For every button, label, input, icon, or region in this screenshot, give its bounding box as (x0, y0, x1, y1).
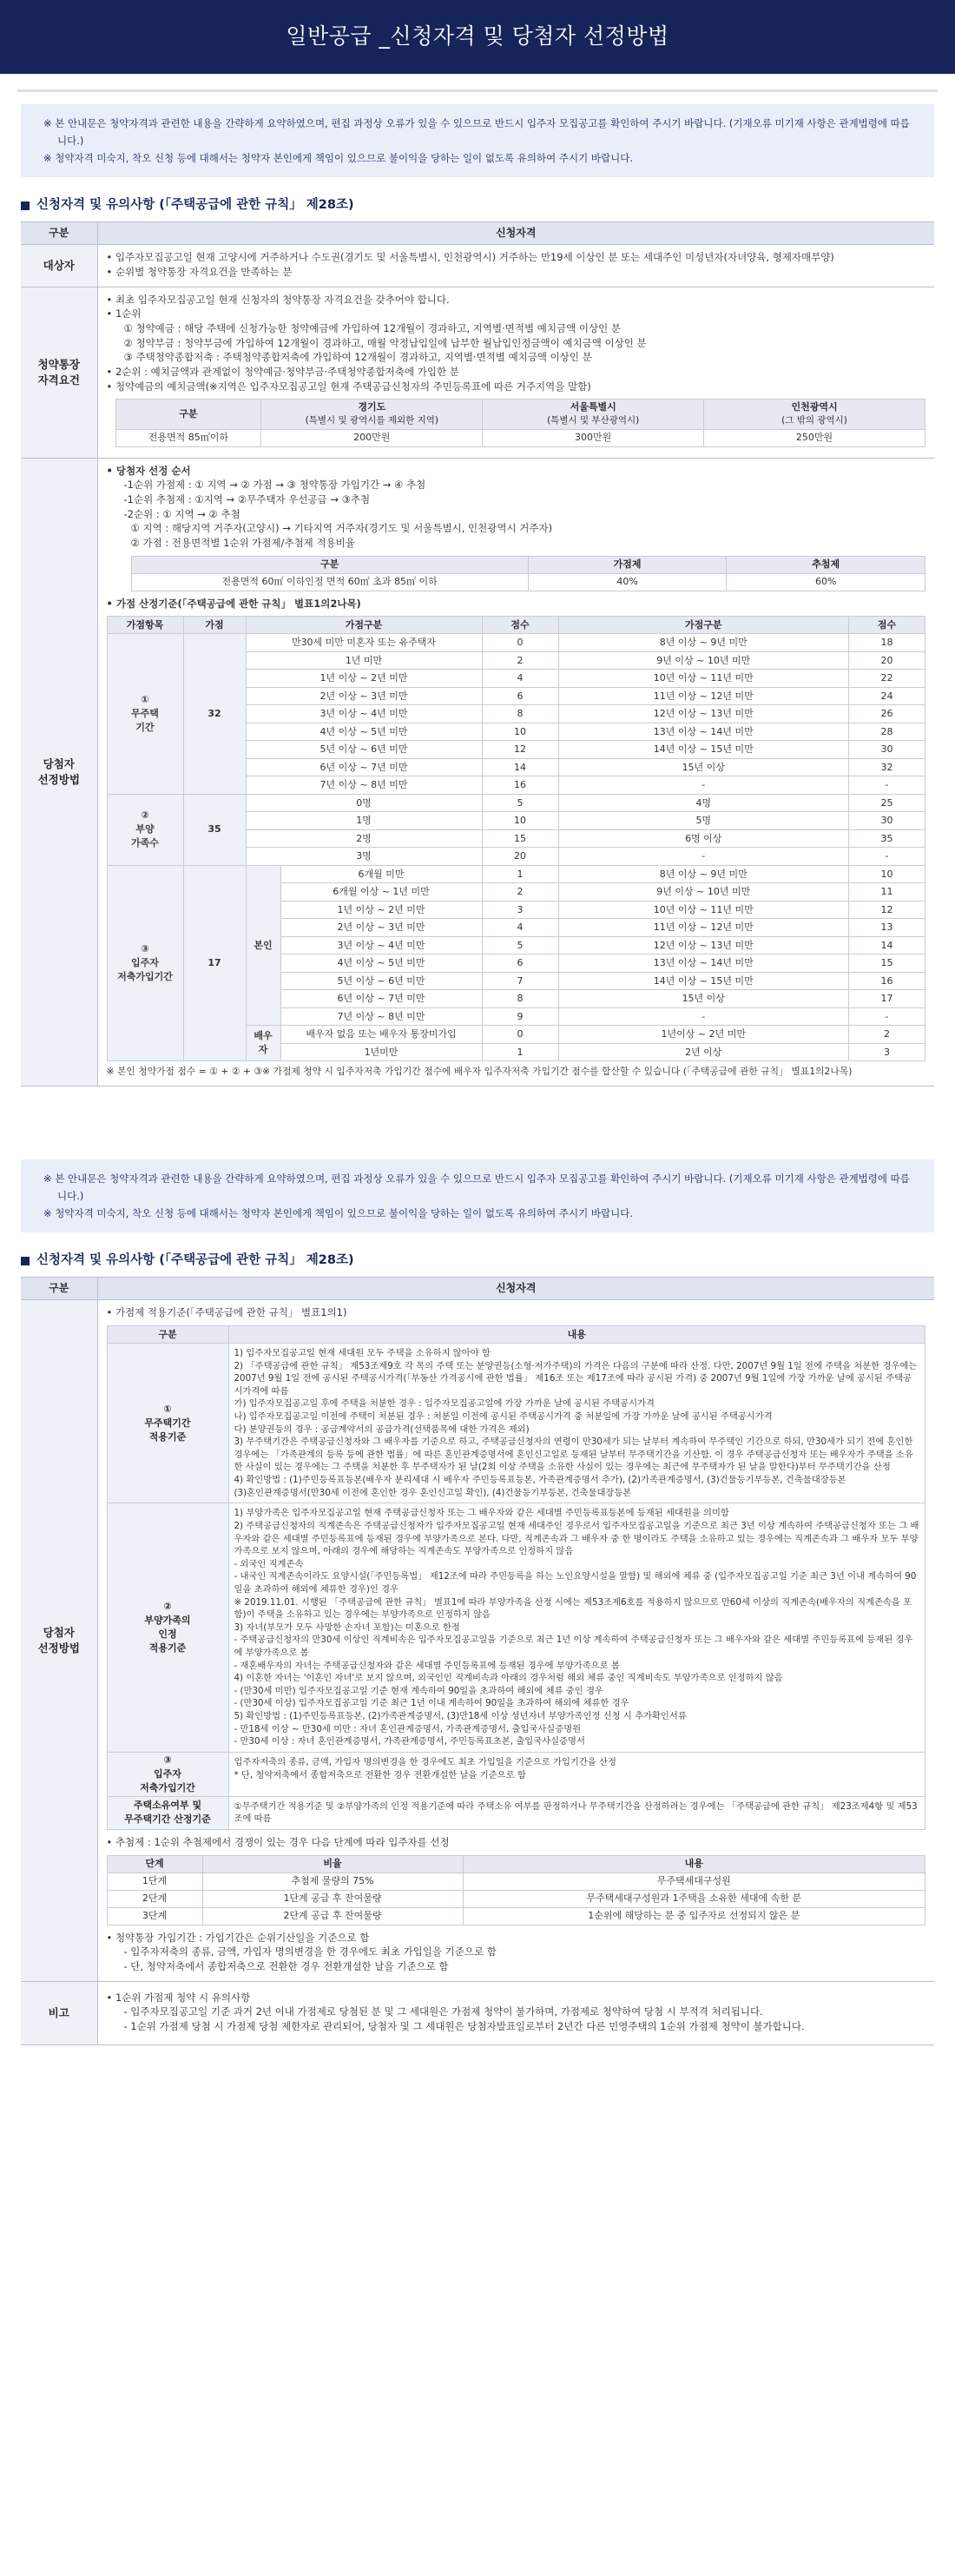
score-cell: 5명 (558, 812, 848, 830)
square-bullet-icon (21, 1257, 30, 1265)
stage-header: 비율 (202, 1855, 463, 1873)
notice-line: ※ 청약자격 미숙지, 착오 신청 등에 대해서는 청약자 본인에게 책임이 있으므로 불이익을 당하는 일이 없도록 유의하여 주시기 바랍니다. (43, 152, 633, 165)
score-header: 가점구분 (558, 617, 848, 634)
score-group-label-line: 부양 (135, 823, 155, 836)
ratio-header: 추첨제 (727, 556, 925, 573)
score-max: 32 (183, 634, 246, 795)
score-cell: 12 (482, 741, 558, 759)
score-cell: 3 (849, 1043, 925, 1061)
score-group-label (107, 794, 183, 865)
score-header: 가점 (183, 617, 246, 634)
row-bankbook (21, 287, 934, 458)
score-cell: 4년 이상 ~ 5년 미만 (280, 954, 482, 973)
score-cell: 만30세 미만 미혼자 또는 유주택자 (246, 634, 482, 652)
stage-cell: 1순위에 해당하는 분 중 입주자로 선정되지 않은 분 (463, 1907, 925, 1925)
row-remark (21, 1981, 934, 2044)
row-target (21, 245, 934, 287)
score-row (107, 634, 925, 652)
score-group-label-line: 가족수 (131, 837, 159, 849)
score-cell: 6 (482, 954, 558, 973)
criteria-label: ③ 입주자 저축가입기간 (107, 1752, 228, 1796)
score-cell: 5년 이상 ~ 6년 미만 (280, 972, 482, 990)
deposit-cell: 250만원 (704, 429, 925, 446)
text-line: ③ 주택청약종합저축 : 주택청약종합저축에 가입하여 12개월이 경과하고, 지역별·면적별 예치금액 이상인 분 (123, 351, 592, 364)
score-cell: 6년 이상 ~ 7년 미만 (246, 758, 482, 776)
score-cell: 6명 이상 (558, 829, 848, 848)
notice-box (21, 104, 934, 177)
score-cell: 5 (482, 794, 558, 812)
ratio-cell: 전용면적 60㎡ 이하인정 면적 60㎡ 초과 85㎡ 이하 (131, 573, 528, 591)
score-cell: 12년 이상 ~ 13년 미만 (558, 936, 848, 954)
deposit-header: 경기도 (특별시 및 광역시를 제외한 지역) (261, 400, 483, 429)
column-header: 신청자격 (97, 222, 934, 245)
score-cell: 0명 (246, 794, 482, 812)
text-line: • 당첨자 선정 순서 (106, 464, 191, 477)
criteria-label: 주택소유여부 및 무주택기간 산정기준 (107, 1796, 228, 1829)
score-cell: 11년 이상 ~ 12년 미만 (558, 919, 848, 937)
score-cell: 1년 이상 ~ 2년 미만 (246, 670, 482, 688)
score-cell: 32 (849, 758, 925, 776)
criteria-header: 내용 (228, 1326, 925, 1344)
row-label: 대상자 (21, 245, 97, 287)
score-cell: 7년 이상 ~ 8년 미만 (246, 776, 482, 795)
score-cell: - (558, 848, 848, 866)
score-cell: 2년 이상 ~ 3년 미만 (246, 687, 482, 705)
text-line: • 최초 입주자모집공고일 현재 신청자의 청약통장 자격요건을 갖추어야 합니다. (106, 293, 450, 306)
score-cell: 15년 이상 (558, 990, 848, 1008)
text-line: - 입주자모집공고일 기준 과거 2년 이내 가점제로 당첨된 분 및 그 세대원은 가점제 청약이 불가하며, 가점제로 청약하여 당첨 시 부적격 처리됩니다. (123, 2005, 763, 2018)
score-group-label-line: ② (141, 809, 149, 822)
score-cell: 14년 이상 ~ 15년 미만 (558, 972, 848, 990)
score-row (107, 794, 925, 812)
score-cell: 11년 이상 ~ 12년 미만 (558, 687, 848, 705)
stage-cell: 추첨제 물량의 75% (202, 1873, 463, 1890)
score-cell: 9년 이상 ~ 10년 미만 (558, 651, 848, 670)
criteria-text: 1) 입주자모집공고일 현재 세대원 모두 주택을 소유하지 않아야 함 2) 「주택공급에 관한 규칙」 제53조제9호 각 목의 주택 또는 분양권등(소형·저가주택)의 가격은 다음의 구분에 따라 산정. 다만, 2007년 9월 1일 전에 주택을 처분한 경우에는 2007년 9월 1일 전에 공시된 주택공시가격(「부동산 가격공시에 관한 법률」 제16조 또는 제17조에 따라 공시된 가격) 중 2007년 9월 1일에 가장 가까운 날에 공시된 주택공시가격에 따름 가) 입주자모집공고일 후에 주택을 처분한 경우 : 입주자모집공고일에 가장 가까운 날에 공시된 주택공시가격 나) 입주자모집공고일 이전에 주택이 처분된 경우 : 처분일 이전에 공시된 주택공시가격 중 처분일에 가장 가까운 날에 공시된 주택공시가격 다) 분양권등의 경우 : 공급계약서의 공급가격(선택품목에 대한 가격은 제외) 3) 무주택기간은 주택공급신청자와 그 배우자를 기준으로 하고, 주택공급신청자의 연령이 만30세가 되는 날부터 계속하여 무주택인 기간으로 하되, 만30세가 되기 전에 혼인한 경우에는 「가족관계의 등록 등에 관한 법률」에 따른 혼인관계증명서에 혼인신고일로 등재된 날부터 무주택기간을 기산함. 이 경우 주택공급신청자 또는 배우자가 주택을 소유한 사실이 있는 경우에는 그 주택을 처분한 후 무주택자가 된 날(2회 이상 주택을 소유한 사실이 있는 경우에는 최근에 무주택자가 된 날을 말한다)부터 무주택기간을 산정 4) 확인방법 : (1)주민등록표등본(배우자 분리세대 시 배우자 주민등록표등본, 가족관계증명서 추가), (2)가족관계증명서, (3)건물등기부등본, 건축물대장등본 (3)혼인관계증명서(만30세 이전에 혼인한 경우 혼인신고일 확인), (4)건물등기부등본, 건축물대장등본 (228, 1344, 925, 1503)
text-line: • 입주자모집공고일 현재 고양시에 거주하거나 수도권(경기도 및 서울특별시, 인천광역시) 거주하는 만19세 이상인 분 또는 세대주인 미성년자(자녀양육, 형제자매부양) (106, 251, 834, 264)
score-cell: 6개월 미만 (280, 865, 482, 883)
text-line: • 1순위 가점제 청약 시 유의사항 (106, 1991, 251, 2004)
score-cell: 2명 (246, 829, 482, 848)
criteria-header: 구분 (107, 1326, 228, 1344)
stage-header: 단계 (107, 1855, 202, 1873)
score-cell: - (558, 776, 848, 795)
score-cell: 4 (482, 919, 558, 937)
score-cell: 6 (482, 687, 558, 705)
score-group-label (107, 634, 183, 795)
score-group-label-line: 무주택 (131, 708, 159, 720)
score-cell: 14년 이상 ~ 15년 미만 (558, 741, 848, 759)
lottery-stage-table (107, 1855, 926, 1925)
selection-criteria-table (21, 1277, 934, 2044)
score-cell: 1 (482, 865, 558, 883)
score-cell: 3년 이상 ~ 4년 미만 (246, 705, 482, 723)
score-cell: 14 (482, 758, 558, 776)
section-title: 신청자격 및 유의사항 (「주택공급에 관한 규칙」 제28조) (21, 1252, 934, 1270)
score-cell: 10 (482, 723, 558, 741)
text-line: • 추첨제 : 1순위 추첨제에서 경쟁이 있는 경우 다음 단계에 따라 입주자를 선정 (106, 1835, 450, 1848)
score-cell: 1년이상 ~ 2년 미만 (558, 1026, 848, 1044)
score-cell: 7 (482, 972, 558, 990)
score-cell: 1명 (246, 812, 482, 830)
ratio-cell: 60% (727, 573, 925, 591)
stage-cell: 1단계 공급 후 잔여물량 (202, 1890, 463, 1907)
eligibility-table (21, 221, 934, 1087)
text-line: -2순위 : ① 지역 → ② 추첨 (123, 507, 240, 520)
score-cell: 10년 이상 ~ 11년 미만 (558, 670, 848, 688)
criteria-label: ② 부양가족의 인정 적용기준 (107, 1503, 228, 1753)
score-cell: 5 (482, 936, 558, 954)
score-group-label (107, 865, 183, 1061)
ratio-header: 가점제 (528, 556, 727, 573)
score-cell: 8년 이상 ~ 9년 미만 (558, 634, 848, 652)
square-bullet-icon (21, 201, 30, 210)
deposit-table (115, 399, 926, 446)
score-cell: 1년 미만 (246, 651, 482, 670)
score-cell: 6개월 이상 ~ 1년 미만 (280, 883, 482, 902)
score-cell: 12 (849, 901, 925, 919)
stage-cell: 2단계 공급 후 잔여물량 (202, 1907, 463, 1925)
score-cell: 배우자 없음 또는 배우자 통장미가입 (280, 1026, 482, 1044)
score-cell: 20 (482, 848, 558, 866)
score-header: 가점항목 (107, 617, 183, 634)
text-line: ① 지역 : 해당지역 거주자(고양시) → 기타지역 거주자(경기도 및 서울특별시, 인천광역시 거주자) (130, 522, 553, 535)
score-cell: 30 (849, 741, 925, 759)
stage-cell: 2단계 (107, 1890, 202, 1907)
score-cell: 2년 이상 ~ 3년 미만 (280, 919, 482, 937)
row-label: 청약통장 자격요건 (21, 287, 97, 458)
score-cell: 9년 이상 ~ 10년 미만 (558, 883, 848, 902)
text-line: • 청약통장 가입기간 : 가입기간은 순위기산일을 기준으로 함 (106, 1931, 370, 1944)
score-max: 17 (183, 865, 246, 1061)
score-cell: 1 (482, 1043, 558, 1061)
text-line: -1순위 가점제 : ① 지역 → ② 가점 → ③ 청약통장 가입기간 → ④ 추첨 (123, 479, 426, 492)
stage-cell: 무주택세대구성원과 1주택을 소유한 세대에 속한 분 (463, 1890, 925, 1907)
score-row (107, 865, 925, 883)
score-cell: 2 (482, 651, 558, 670)
stage-header: 내용 (463, 1855, 925, 1873)
score-cell: 10년 이상 ~ 11년 미만 (558, 901, 848, 919)
score-cell: 14 (849, 936, 925, 954)
text-line: ① 청약예금 : 해당 주택에 신청가능한 청약예금에 가입하여 12개월이 경과하고, 지역별·면적별 예치금액 이상인 분 (123, 322, 621, 335)
score-cell: 30 (849, 812, 925, 830)
score-cell: 22 (849, 670, 925, 688)
text-line: • 가점 산정기준(「주택공급에 관한 규칙」 별표1의2나목) (106, 597, 361, 610)
row-label: 당첨자 선정방법 (21, 458, 97, 1086)
score-cell: 2년 이상 (558, 1043, 848, 1061)
column-header: 구분 (21, 1278, 97, 1300)
row-label: 당첨자 선정방법 (21, 1300, 97, 1981)
score-cell: 13 (849, 919, 925, 937)
text-line: - 1순위 가점제 당첨 시 가점제 당첨 제한자로 관리되어, 당첨자 및 그 세대원은 당첨자발표일로부터 2년간 다른 민영주택의 1순위 가점제 청약이 불가합니다. (123, 2019, 805, 2032)
notice-line: ※ 본 안내문은 청약자격과 관련한 내용을 간략하게 요약하였으며, 편집 과정상 오류가 있을 수 있으므로 반드시 입주자 모집공고를 확인하여 주시기 바랍니다. (기재오류 미기재 사항은 관계법령에 따릅니다.) (43, 1172, 910, 1203)
criteria-label: ① 무주택기간 적용기준 (107, 1344, 228, 1503)
score-group-label-line: 기간 (135, 722, 155, 734)
page-title: 일반공급 _신청자격 및 당첨자 선정방법 (286, 23, 669, 50)
score-cell: - (849, 776, 925, 795)
score-cell: 20 (849, 651, 925, 670)
score-cell: - (849, 848, 925, 866)
score-cell: 16 (482, 776, 558, 795)
score-cell: 28 (849, 723, 925, 741)
stage-cell: 무주택세대구성원 (463, 1873, 925, 1890)
score-cell: - (849, 1007, 925, 1026)
score-header: 점수 (482, 617, 558, 634)
score-cell: 8 (482, 990, 558, 1008)
deposit-header: 구분 (115, 400, 261, 429)
ratio-cell: 40% (528, 573, 727, 591)
score-cell: 1년 이상 ~ 2년 미만 (280, 901, 482, 919)
row-selection (21, 458, 934, 1086)
score-group-label-line: 입주자 (131, 957, 159, 969)
footnote: ※ 본인 청약가점 점수 = ① + ② + ③※ 가점제 청약 시 입주자저축 가입기간 점수에 배우자 입주자저축 가입기간 점수를 합산할 수 있습니다 (「주택공급에 관한 규칙」 별표1의2나목) (106, 1066, 853, 1078)
score-cell: 35 (849, 829, 925, 848)
text-line: -1순위 추첨제 : ①지역 → ②무주택자 우선공급 → ③추첨 (123, 492, 371, 505)
score-cell: 13년 이상 ~ 14년 미만 (558, 723, 848, 741)
notice-box (21, 1159, 934, 1232)
score-group-label-line: 저축가입기간 (117, 971, 173, 983)
column-header: 신청자격 (97, 1278, 934, 1300)
score-cell: 8 (482, 705, 558, 723)
text-line: • 1순위 (106, 307, 142, 320)
score-max: 35 (183, 794, 246, 865)
criteria-text: 1) 부양가족은 입주자모집공고일 현재 주택공급신청자 또는 그 배우자와 같은 세대별 주민등록표등본에 등재된 세대원을 의미함 2) 주택공급신청자의 직계존속은 주택공급신청자가 입주자모집공고일 현재 세대주인 경우로서 입주자모집공고일을 기준으로 최근 3년 이상 계속하여 주택공급신청자 또는 그 배우자와 같은 세대별 주민등록표에 등재된 경우에 부양가족으로 본다. 다만, 직계존속과 그 배우자 중 한 명이라도 주택을 소유하고 있는 경우에는 직계존속과 그 배우자 모두 부양가족으로 보지 않으며, 아래의 경우에 해당하는 직계존속도 부양가족으로 인정하지 않음 - 외국인 직계존속 - 내국인 직계존속이라도 요양시설(「주민등록법」 제12조에 따라 주민등록을 하는 노인요양시설을 말함) 및 해외에 체류 중 (입주자모집공고일 기준 최근 3년 이내 계속하여 90일을 초과하여 해외에 체류한 경우)인 경우 ※ 2019.11.01. 시행된 「주택공급에 관한 규칙」 별표1에 따라 부양가족을 산정 시에는 제53조제6호를 적용하지 않으므로 만60세 이상의 직계존속(배우자의 직계존속을 포함)이 주택을 소유하고 있는 경우에는 부양가족으로 인정하지 않음 3) 자녀(부모가 모두 사망한 손자녀 포함)는 미혼으로 한정 - 주택공급신청자의 만30세 이상인 직계비속은 입주자모집공고일을 기준으로 최근 1년 이상 계속하여 주택공급신청자 또는 그 배우자와 같은 세대별 주민등록표에 등재된 경우에 부양가족으로 봄 - 재혼배우자의 자녀는 주택공급신청자와 같은 세대별 주민등록표에 등재된 경우에 부양가족으로 봄 4) 이혼한 자녀는 '이혼인 자녀'로 보지 않으며, 외국인인 직계비속과 아래의 경우처럼 해외 체류 중인 직계비속도 부양가족으로 인정하지 않음 - (만30세 미만) 입주자모집공고일 기준 현재 계속하여 90일을 초과하여 해외에 체류 중인 경우 - (만30세 이상) 입주자모집공고일 기준 최근 1년 이내 계속하여 90일을 초과하여 해외에 체류한 경우 5) 확인방법 : (1)주민등록표등본, (2)가족관계증명서, (3)만18세 이상 성년자녀 부양가족인정 신청 시 추가확인서류 - 만18세 이상 ~ 만30세 미만 : 자녀 혼인관계증명서, 가족관계증명서, 출입국사실증명원 - 만30세 이상 : 자녀 혼인관계증명서, 가족관계증명서, 주민등록표초본, 출입국사실증명서 (228, 1503, 925, 1753)
score-cell: 0 (482, 1026, 558, 1044)
page-title-bar (0, 0, 955, 74)
score-cell: 11 (849, 883, 925, 902)
ratio-table (131, 556, 926, 591)
score-cell: 16 (849, 972, 925, 990)
notice-line: ※ 본 안내문은 청약자격과 관련한 내용을 간략하게 요약하였으며, 편집 과정상 오류가 있을 수 있으므로 반드시 입주자 모집공고를 확인하여 주시기 바랍니다. (기재오류 미기재 사항은 관계법령에 따릅니다.) (43, 117, 910, 148)
section-title: 신청자격 및 유의사항 (「주택공급에 관한 규칙」 제28조) (21, 196, 934, 215)
score-cell: 2 (482, 883, 558, 902)
score-cell: 4명 (558, 794, 848, 812)
score-cell: 10 (482, 812, 558, 830)
score-cell: 10 (849, 865, 925, 883)
score-cell: 25 (849, 794, 925, 812)
score-header: 점수 (849, 617, 925, 634)
stage-cell: 3단계 (107, 1907, 202, 1925)
score-cell: 5년 이상 ~ 6년 미만 (246, 741, 482, 759)
text-line: - 단, 청약저축에서 종합저축으로 전환한 경우 전환개설한 날을 기준으로 함 (123, 1959, 449, 1972)
score-cell: 18 (849, 634, 925, 652)
text-line: • 청약예금의 예치금액(※지역은 입주자모집공고일 현재 주택공급신청자의 주민등록표에 따른 거주지역을 말함) (106, 380, 591, 393)
score-cell: 9 (482, 1007, 558, 1026)
score-header: 가점구분 (246, 617, 482, 634)
score-cell: 15 (482, 829, 558, 848)
score-cell: 13년 이상 ~ 14년 미만 (558, 954, 848, 973)
score-cell: 15년 이상 (558, 758, 848, 776)
score-cell: 3명 (246, 848, 482, 866)
score-cell: 8년 이상 ~ 9년 미만 (558, 865, 848, 883)
criteria-table (107, 1325, 926, 1830)
score-cell: 24 (849, 687, 925, 705)
deposit-header: 인천광역시 (그 밖의 광역시) (704, 400, 925, 429)
score-cell: 4 (482, 670, 558, 688)
score-cell: 15 (849, 954, 925, 973)
text-line: - 입주자저축의 종류, 금액, 가입자 명의변경을 한 경우에도 최초 가입일을 기준으로 함 (123, 1945, 497, 1958)
notice-line: ※ 청약자격 미숙지, 착오 신청 등에 대해서는 청약자 본인에게 책임이 있으므로 불이익을 당하는 일이 없도록 유의하여 주시기 바랍니다. (43, 1207, 633, 1220)
score-cell: 1년미만 (280, 1043, 482, 1061)
column-header: 구분 (21, 222, 97, 245)
score-cell: 2 (849, 1026, 925, 1044)
text-line: • 가점제 적용기준(「주택공급에 관한 규칙」 별표1의1) (106, 1306, 347, 1319)
text-line: ② 청약부금 : 청약부금에 가입하여 12개월이 경과하고, 매월 약정납입일에 납부한 월납입인정금액이 예치금액 이상인 분 (123, 336, 647, 349)
text-line: • 순위별 청약통장 자격요건을 만족하는 분 (106, 266, 293, 279)
score-cell: 4년 이상 ~ 5년 미만 (246, 723, 482, 741)
score-cell: 17 (849, 990, 925, 1008)
text-line: ② 가점 : 전용면적별 1순위 가점제/추첨제 적용비율 (130, 536, 355, 549)
score-subgroup: 본인 (246, 865, 280, 1026)
score-cell: - (558, 1007, 848, 1026)
score-group-label-line: ③ (141, 943, 149, 955)
stage-cell: 1단계 (107, 1873, 202, 1890)
deposit-header: 서울특별시 (특별시 및 부산광역시) (483, 400, 704, 429)
score-cell: 0 (482, 634, 558, 652)
score-group-label-line: ① (141, 694, 149, 706)
score-cell: 6년 이상 ~ 7년 미만 (280, 990, 482, 1008)
row-label: 비고 (21, 1981, 97, 2044)
deposit-cell: 전용면적 85㎡이하 (115, 429, 261, 446)
score-subgroup: 배우자 (246, 1026, 280, 1061)
score-cell: 3 (482, 901, 558, 919)
score-cell: 12년 이상 ~ 13년 미만 (558, 705, 848, 723)
deposit-cell: 300만원 (483, 429, 704, 446)
ratio-header: 구분 (131, 556, 528, 573)
row-selection (21, 1300, 934, 1981)
deposit-cell: 200만원 (261, 429, 483, 446)
divider (17, 89, 938, 92)
criteria-text: ①무주택기간 적용기준 및 ②부양가족의 인정 적용기준에 따라 주택소유 여부를 판정하거나 무주택기간을 산정하려는 경우에는 「주택공급에 관한 규칙」 제23조제4항 및 제53조에 따름 (228, 1796, 925, 1829)
score-cell: 7년 이상 ~ 8년 미만 (280, 1007, 482, 1026)
score-cell: 26 (849, 705, 925, 723)
score-cell: 3년 이상 ~ 4년 미만 (280, 936, 482, 954)
criteria-text: 입주자저축의 종류, 금액, 가입자 명의변경을 한 경우에도 최초 가입일을 기준으로 가입기간을 산정 * 단, 청약저축에서 종합저축으로 전환한 경우 전환개설한 날을 기준으로 함 (228, 1752, 925, 1796)
score-table (107, 616, 926, 1061)
text-line: • 2순위 : 예치금액과 관계없이 청약예금·청약부금·주택청약종합저축에 가입한 분 (106, 366, 459, 379)
